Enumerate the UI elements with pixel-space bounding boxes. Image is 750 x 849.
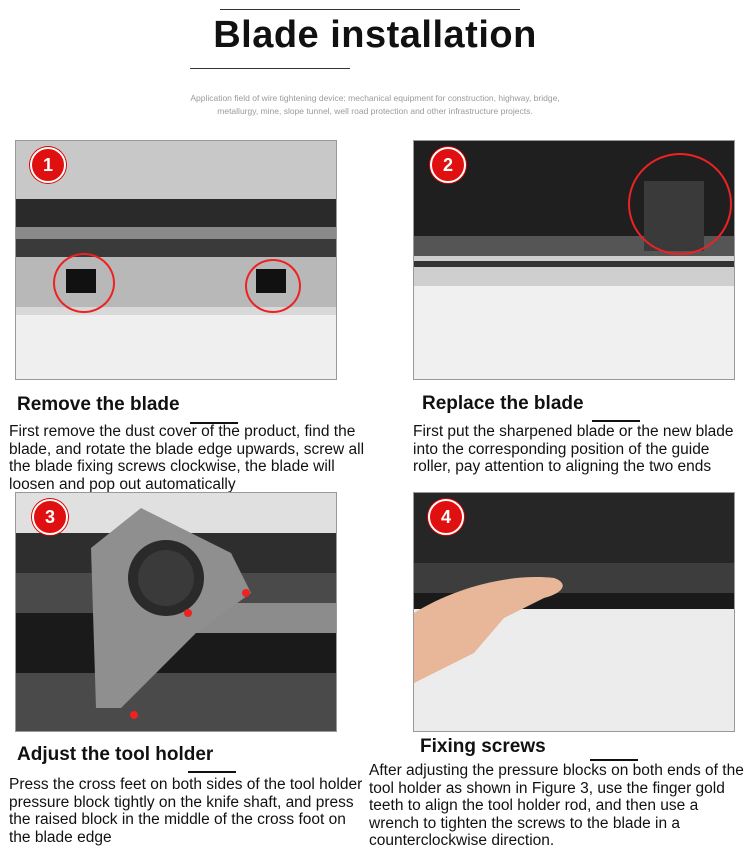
highlight-circle <box>53 253 115 313</box>
page-title: Blade installation <box>213 14 537 56</box>
step-2-badge: 2 <box>430 147 466 183</box>
step-1-text: First remove the dust cover of the product, find the blade, and rotate the blade edge upwards, screw all the blade fixing screws clockwise, the blade will loosen and pop out automatically <box>9 423 365 493</box>
step-4-badge: 4 <box>428 499 464 535</box>
step-1-photo <box>15 140 337 380</box>
highlight-circle <box>628 153 732 255</box>
step-2-heading: Replace the blade <box>422 393 584 414</box>
step-2-photo <box>413 140 735 380</box>
step-4-photo <box>413 492 735 732</box>
step-4-text: After adjusting the pressure blocks on both ends of the tool holder as shown in Figure 3, use the finger gold teeth to align the tool holder rod, and then use a wrench to tighten the screws to the blade in a counterclockwise direction. <box>369 762 744 848</box>
page-subtitle: Application field of wire tightening device: mechanical equipment for construction, highway, bridge, metallurgy, mine, slope tunnel, well road protection and other infrastructure projects. <box>190 93 560 116</box>
step-3-heading-underline <box>188 771 236 773</box>
tool-holder-illustration <box>16 493 336 731</box>
step-1-heading: Remove the blade <box>17 394 180 415</box>
step-1-badge: 1 <box>30 147 66 183</box>
step-2-heading-underline <box>592 420 640 422</box>
step-3-text: Press the cross feet on both sides of the tool holder pressure block tightly on the knife shaft, and press the raised block in the middle of the cross foot on the blade edge <box>9 776 363 846</box>
step-4-heading: Fixing screws <box>420 736 546 757</box>
step-3-photo <box>15 492 337 732</box>
step-3-badge: 3 <box>32 499 68 535</box>
fixing-screws-illustration <box>414 493 734 731</box>
title-top-rule <box>220 9 520 10</box>
step-2-text: First put the sharpened blade or the new blade into the corresponding position of the guide roller, pay attention to aligning the two ends <box>413 423 734 475</box>
highlight-circle <box>245 259 301 313</box>
title-bottom-rule <box>190 68 350 69</box>
step-3-heading: Adjust the tool holder <box>17 744 214 765</box>
step-4-heading-underline <box>590 759 638 761</box>
